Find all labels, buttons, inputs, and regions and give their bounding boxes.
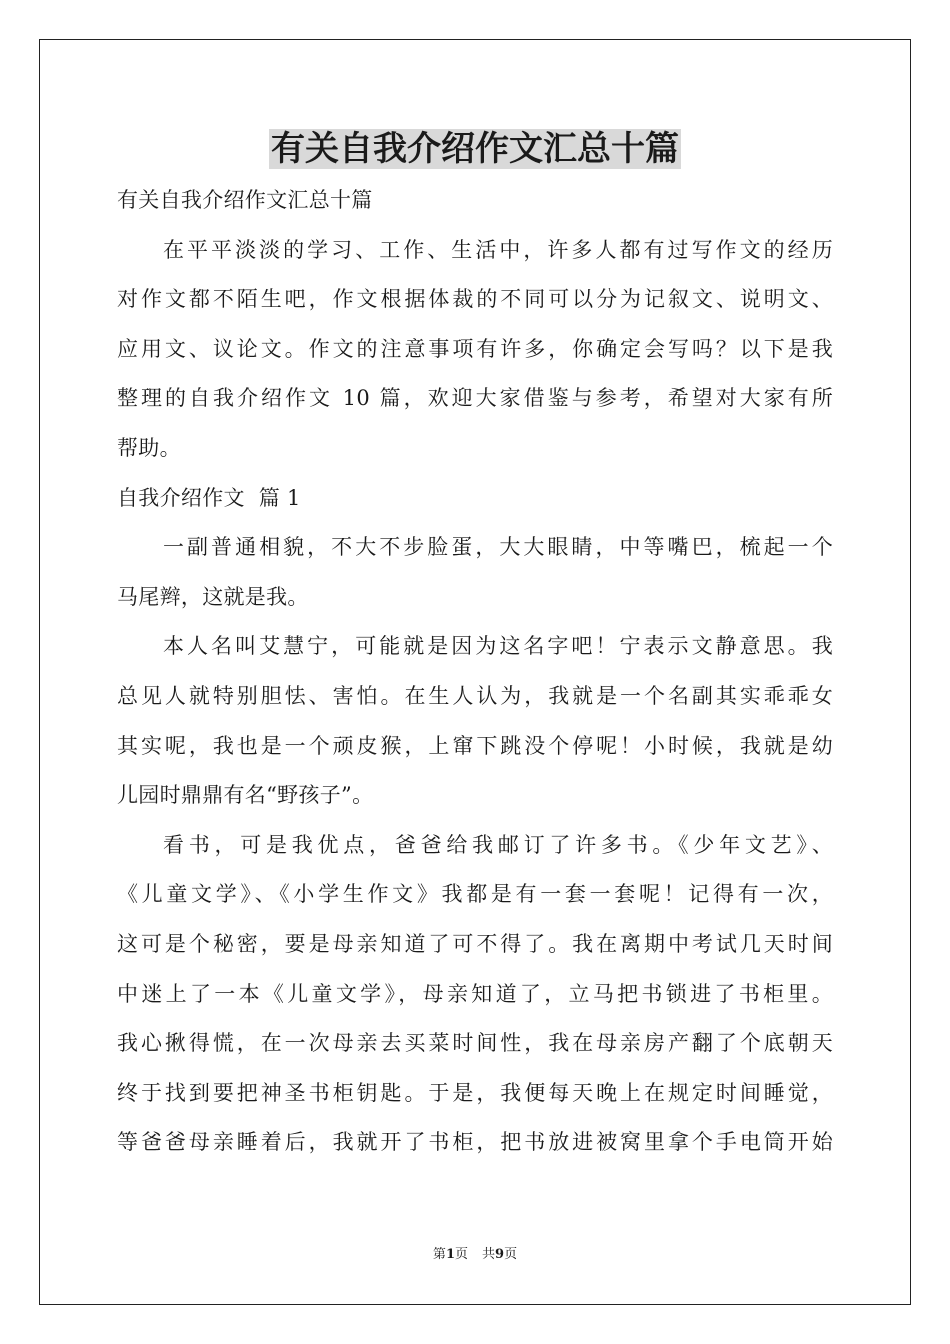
- intro-line: 整理的自我介绍作文 10 篇，欢迎大家借鉴与参考，希望对大家有所: [117, 386, 833, 411]
- paragraph-line: 马尾辫，这就是我。: [117, 584, 309, 609]
- paragraph-line: 其实呢，我也是一个顽皮猴，上窜下跳没个停呢！小时候，我就是幼: [117, 733, 833, 758]
- paragraph-line: 看书，可是我优点，爸爸给我邮订了许多书。《少年文艺》、: [163, 832, 833, 857]
- paragraph-line: 本人名叫艾慧宁，可能就是因为这名字吧！宁表示文静意思。我: [163, 634, 833, 659]
- footer-page-number: 1: [445, 1247, 455, 1262]
- page-footer: [0, 1245, 950, 1265]
- paragraph-line: 一副普通相貌，不大不步脸蛋，大大眼睛，中等嘴巴，梳起一个: [163, 535, 833, 560]
- footer-total-suffix: 页: [504, 1247, 518, 1262]
- document-title-text: 有关自我介绍作文汇总十篇: [271, 129, 679, 169]
- paragraph-line: 中迷上了一本《儿童文学》，母亲知道了，立马把书锁进了书柜里。: [117, 981, 833, 1006]
- footer-page-suffix: 页: [454, 1247, 468, 1262]
- intro-line: 帮助。: [117, 435, 181, 460]
- paragraph-line: 这可是个秘密，要是母亲知道了可不得了。我在离期中考试几天时间: [117, 931, 833, 956]
- footer-total-prefix: 共: [482, 1247, 496, 1262]
- paragraph-line: 总见人就特别胆怯、害怕。在生人认为，我就是一个名副其实乖乖女: [117, 683, 833, 708]
- document-title: [0, 124, 950, 174]
- paragraph-line: 《儿童文学》、《小学生作文》我都是有一套一套呢！记得有一次，: [117, 882, 833, 907]
- paragraph-line: 等爸爸母亲睡着后，我就开了书柜，把书放进被窝里拿个手电筒开始: [117, 1130, 833, 1155]
- section-heading: 自我介绍作文 篇 1: [117, 485, 301, 510]
- footer-page-prefix: 第: [432, 1247, 446, 1262]
- intro-line: 在平平淡淡的学习、工作、生活中，许多人都有过写作文的经历: [163, 237, 833, 262]
- paragraph-line: 终于找到要把神圣书柜钥匙。于是，我便每天晚上在规定时间睡觉，: [117, 1080, 833, 1105]
- footer-total-pages: 9: [495, 1247, 505, 1262]
- document-body: [117, 176, 833, 1168]
- intro-line: 应用文、议论文。作文的注意事项有许多，你确定会写吗？以下是我: [117, 336, 833, 361]
- paragraph-line: 儿园时鼎鼎有名“野孩子”。: [117, 783, 374, 808]
- document-subtitle: 有关自我介绍作文汇总十篇: [117, 188, 373, 212]
- intro-line: 对作文都不陌生吧，作文根据体裁的不同可以分为记叙文、说明文、: [117, 287, 833, 312]
- paragraph-line: 我心揪得慌，在一次母亲去买菜时间性，我在母亲房产翻了个底朝天: [117, 1031, 833, 1056]
